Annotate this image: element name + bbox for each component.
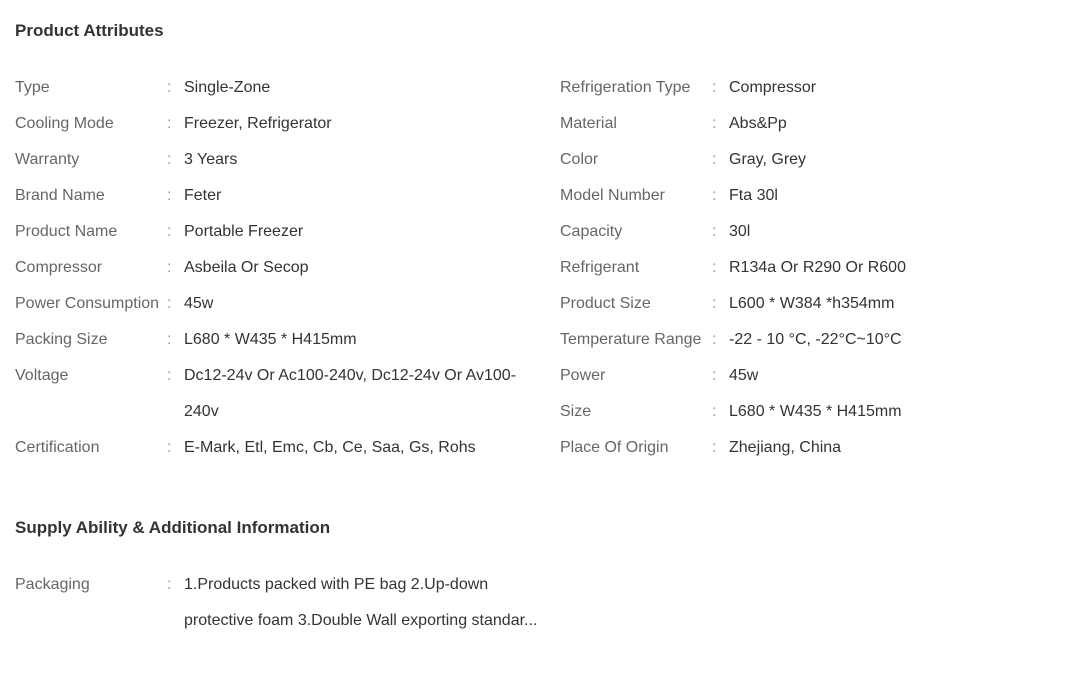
attribute-separator: : <box>712 151 717 168</box>
attribute-row-refrigerant <box>560 250 1084 286</box>
attribute-value: L680 * W435 * H415mm <box>184 331 357 348</box>
attribute-row-size <box>560 394 1084 430</box>
attribute-value: Fta 30l <box>729 187 778 204</box>
attribute-separator: : <box>712 223 717 240</box>
attribute-key: Color <box>560 151 599 168</box>
attribute-key: Refrigerant <box>560 259 640 276</box>
attribute-value: E-Mark, Etl, Emc, Cb, Ce, Saa, Gs, Rohs <box>184 439 476 456</box>
attribute-row-brand-name <box>15 178 545 214</box>
attributes-right-column <box>560 70 1084 466</box>
attribute-separator: : <box>167 79 172 96</box>
attribute-key: Place Of Origin <box>560 439 669 456</box>
attribute-value: 30l <box>729 223 751 240</box>
attribute-separator: : <box>167 115 172 132</box>
attribute-separator: : <box>712 79 717 96</box>
attribute-key: Temperature Range <box>560 331 702 348</box>
attribute-key: Product Size <box>560 295 651 312</box>
attribute-value: Gray, Grey <box>729 151 807 168</box>
attribute-value: L680 * W435 * H415mm <box>729 403 902 420</box>
attribute-row-place-of-origin <box>560 430 1084 466</box>
attribute-row-color <box>560 142 1084 178</box>
attribute-row-product-name <box>15 214 545 250</box>
attribute-key: Capacity <box>560 223 623 240</box>
attribute-separator: : <box>167 223 172 240</box>
attribute-value: 45w <box>184 295 214 312</box>
attribute-separator: : <box>712 403 717 420</box>
attribute-value: -22 - 10 °C, -22°C~10°C <box>729 331 902 348</box>
attribute-separator: : <box>167 187 172 204</box>
attribute-key: Size <box>560 403 592 420</box>
attribute-key: Voltage <box>15 367 69 384</box>
attribute-row-warranty <box>15 142 545 178</box>
attribute-value: L600 * W384 *h354mm <box>729 295 895 312</box>
attribute-value: Single-Zone <box>184 79 271 96</box>
attribute-row-capacity <box>560 214 1084 250</box>
attribute-value: Dc12-24v Or Ac100-240v, Dc12-24v Or Av100-240v <box>184 367 517 420</box>
attribute-key: Refrigeration Type <box>560 79 691 96</box>
attribute-key: Brand Name <box>15 187 105 204</box>
attribute-key: Certification <box>15 439 100 456</box>
attribute-row-certification <box>15 430 545 466</box>
attribute-separator: : <box>167 151 172 168</box>
attribute-separator: : <box>167 367 172 384</box>
attribute-row-refrigeration-type <box>560 70 1084 106</box>
attribute-separator: : <box>167 259 172 276</box>
attribute-value: Portable Freezer <box>184 223 304 240</box>
attribute-value: Zhejiang, China <box>729 439 842 456</box>
attribute-row-cooling-mode <box>15 106 545 142</box>
attribute-row-product-size <box>560 286 1084 322</box>
attribute-separator: : <box>167 331 172 348</box>
attribute-value: Feter <box>184 187 222 204</box>
attribute-key: Packing Size <box>15 331 108 348</box>
supply-ability-list <box>15 567 715 639</box>
attribute-separator: : <box>712 187 717 204</box>
attribute-key: Power Consumption <box>15 295 160 312</box>
attribute-value: Abs&Pp <box>729 115 787 132</box>
attribute-separator: : <box>712 295 717 312</box>
attribute-row-type <box>15 70 545 106</box>
attribute-separator: : <box>712 439 717 456</box>
supply-key: Packaging <box>15 576 90 593</box>
attribute-row-model-number <box>560 178 1084 214</box>
product-attributes-heading: Product Attributes <box>15 21 164 40</box>
attribute-row-power <box>560 358 1084 394</box>
attribute-row-material <box>560 106 1084 142</box>
attribute-value: Freezer, Refrigerator <box>184 115 332 132</box>
attribute-value: 3 Years <box>184 151 238 168</box>
attribute-key: Compressor <box>15 259 103 276</box>
supply-separator: : <box>167 576 172 593</box>
attribute-key: Warranty <box>15 151 80 168</box>
attribute-value: R134a Or R290 Or R600 <box>729 259 906 276</box>
attribute-separator: : <box>712 331 717 348</box>
attributes-left-column <box>15 70 545 466</box>
attribute-key: Model Number <box>560 187 665 204</box>
attribute-key: Product Name <box>15 223 118 240</box>
attribute-separator: : <box>712 367 717 384</box>
attribute-separator: : <box>167 295 172 312</box>
attribute-row-voltage <box>15 358 545 430</box>
supply-row-packaging <box>15 567 715 639</box>
attribute-separator: : <box>167 439 172 456</box>
supply-value: 1.Products packed with PE bag 2.Up-down protective foam 3.Double Wall exporting standar... <box>184 576 538 629</box>
attribute-row-packing-size <box>15 322 545 358</box>
attribute-key: Type <box>15 79 50 96</box>
attribute-value: 45w <box>729 367 759 384</box>
attribute-key: Power <box>560 367 606 384</box>
attribute-row-power-consumption <box>15 286 545 322</box>
attribute-key: Material <box>560 115 617 132</box>
attribute-value: Compressor <box>729 79 817 96</box>
attribute-row-compressor <box>15 250 545 286</box>
supply-ability-heading: Supply Ability & Additional Information <box>15 518 331 537</box>
attribute-separator: : <box>712 115 717 132</box>
attribute-row-temperature-range <box>560 322 1084 358</box>
attribute-separator: : <box>712 259 717 276</box>
attribute-value: Asbeila Or Secop <box>184 259 309 276</box>
attribute-key: Cooling Mode <box>15 115 114 132</box>
